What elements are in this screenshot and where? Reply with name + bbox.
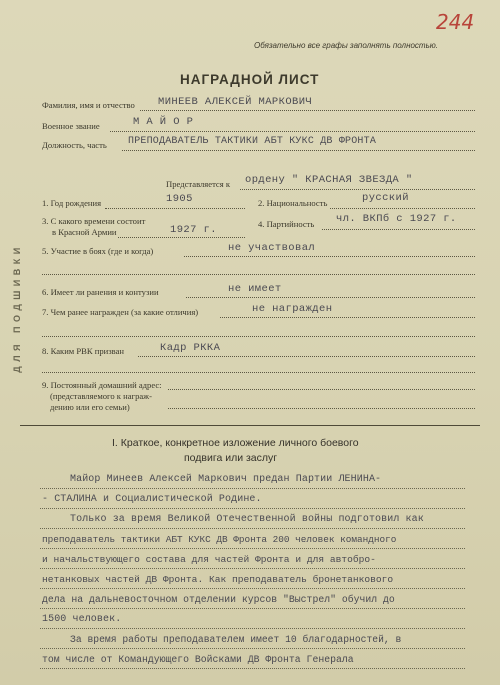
narrative-line: дела на дальневосточном отделении курсов "Выстрел" обучил до [42, 594, 395, 605]
address-label: 9. Постоянный домашний адрес: [42, 380, 162, 390]
narrative-line: преподаватель тактики АБТ КУКС ДВ Фронта 200 человек командного [42, 534, 397, 545]
section-heading-2: подвига или заслуг [184, 452, 278, 464]
wounds-label: 6. Имеет ли ранения и контузии [42, 287, 159, 297]
position-value: ПРЕПОДАВАТЕЛЬ ТАКТИКИ АБТ КУКС ДВ ФРОНТА [128, 136, 377, 147]
address-label-3: дению или его семьи) [50, 402, 130, 412]
nationality-value: русский [362, 192, 409, 204]
awards-value: не награжден [252, 303, 333, 315]
birth-year-label: 1. Год рождения [42, 198, 102, 208]
presented-value: ордену " КРАСНАЯ ЗВЕЗДА " [245, 174, 413, 186]
combat-value: не участвовал [228, 242, 316, 254]
address-label-2: (представляемого к награж- [50, 391, 152, 401]
rank-label: Военное звание [42, 121, 100, 131]
narrative-line: Только за время Великой Отечественной войны подготовил как [70, 514, 424, 525]
party-label: 4. Партийность [258, 219, 315, 229]
mandatory-notice: Обязательно все графы заполнять полностью. [254, 41, 439, 50]
rvk-label: 8. Каким РВК призван [42, 346, 125, 356]
narrative-line: нетанковых частей ДВ Фронта. Как преподаватель бронетанкового [42, 574, 394, 585]
awards-label: 7. Чем ранее награжден (за какие отличия) [42, 307, 199, 317]
narrative-line: и начальствующего состава для частей Фронта и для автобро- [42, 554, 376, 565]
rvk-value: Кадр РККА [160, 342, 221, 354]
narrative-line: 1500 человек. [42, 614, 122, 625]
service-since-label-2: в Красной Армии [52, 227, 117, 237]
name-value: МИНЕЕВ АЛЕКСЕЙ МАРКОВИЧ [158, 96, 313, 108]
presented-label: Представляется к [166, 179, 231, 189]
name-label: Фамилия, имя и отчество [42, 100, 135, 110]
page-number: 244 [436, 10, 475, 34]
position-label: Должность, часть [42, 140, 107, 150]
wounds-value: не имеет [228, 283, 282, 295]
service-since-value: 1927 г. [170, 224, 217, 236]
nationality-label: 2. Национальность [258, 198, 328, 208]
party-value: чл. ВКПб с 1927 г. [336, 213, 457, 225]
combat-label: 5. Участие в боях (где и когда) [42, 246, 154, 256]
section-heading: I. Краткое, конкретное изложение личного боевого [112, 437, 359, 449]
narrative-line: том числе от Командующего Войсками ДВ Фронта Генерала [42, 654, 354, 665]
narrative-line: - СТАЛИНА и Социалистической Родине. [42, 494, 262, 505]
binding-margin-label: ДЛЯ ПОДШИВКИ [12, 243, 22, 373]
section-divider [20, 425, 480, 426]
document-title: НАГРАДНОЙ ЛИСТ [180, 72, 320, 87]
narrative-line: За время работы преподавателем имеет 10 благодарностей, в [70, 634, 402, 645]
service-since-label: 3. С какого времени состоит [42, 216, 146, 226]
birth-year-value: 1905 [166, 193, 193, 205]
rank-value: М А Й О Р [133, 116, 194, 128]
narrative-line: Майор Минеев Алексей Маркович предан Партии ЛЕНИНА- [70, 474, 382, 485]
